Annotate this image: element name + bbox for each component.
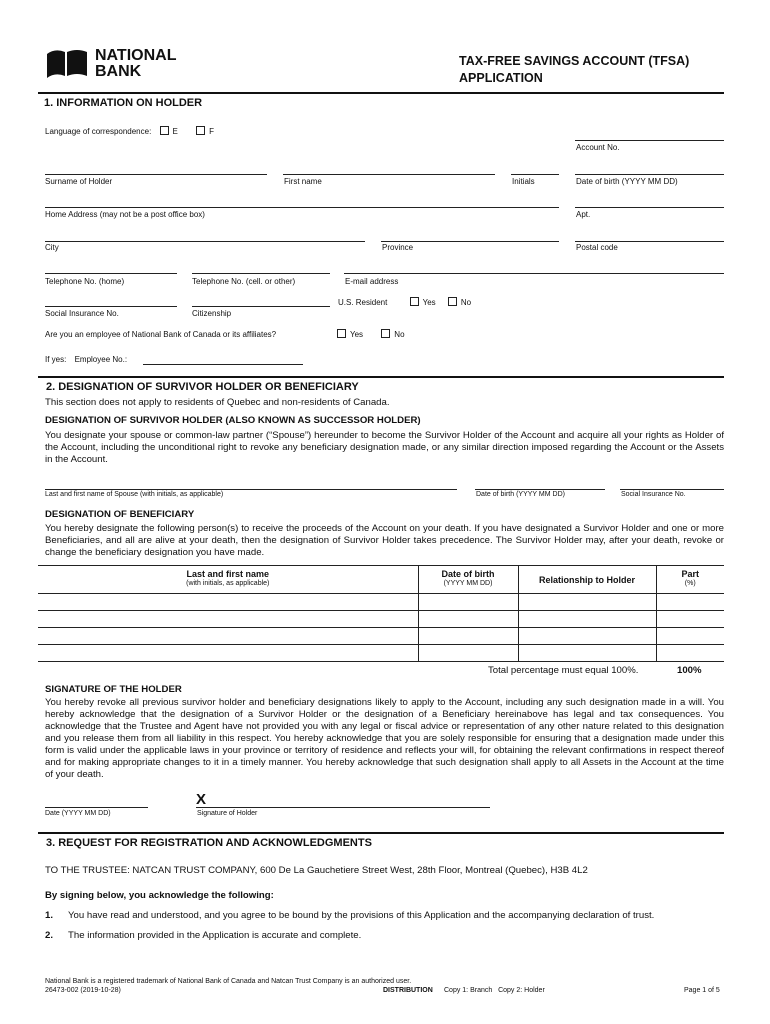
- ack-item-number: 2.: [45, 930, 54, 941]
- section-2-note: This section does not apply to residents of Quebec and non-residents of Canada.: [45, 397, 390, 408]
- employee-yes-checkbox[interactable]: [337, 329, 346, 338]
- employee-no-checkbox[interactable]: [381, 329, 390, 338]
- national-bank-logo-icon: [45, 46, 89, 82]
- spouse-sin-label: Social Insurance No.: [621, 491, 686, 498]
- beneficiary-table-header: [38, 566, 724, 594]
- beneficiary-dob-cell[interactable]: [418, 611, 518, 628]
- tel-home-field[interactable]: [45, 273, 177, 274]
- tel-cell-field[interactable]: [192, 273, 330, 274]
- col-name-title: Last and first name: [186, 569, 270, 579]
- sin-label: Social Insurance No.: [45, 309, 119, 318]
- us-resident-no-checkbox[interactable]: [448, 297, 457, 306]
- footer-page-number: Page 1 of 5: [684, 987, 720, 994]
- beneficiary-dob-cell[interactable]: [418, 594, 518, 611]
- col-dob-header: [418, 566, 518, 594]
- province-field[interactable]: [381, 241, 559, 242]
- beneficiary-part-cell[interactable]: [656, 594, 724, 611]
- footer-distribution-text: Copy 1: Branch Copy 2: Holder: [444, 987, 545, 994]
- email-label: E-mail address: [345, 277, 399, 286]
- us-resident-label: U.S. Resident: [338, 298, 388, 307]
- employee-no-field[interactable]: [143, 364, 303, 365]
- col-part-header: [656, 566, 724, 594]
- employee-answer-row: [337, 329, 405, 339]
- account-no-field[interactable]: [575, 140, 724, 141]
- citizenship-field[interactable]: [192, 306, 330, 307]
- beneficiary-dob-cell[interactable]: [418, 645, 518, 662]
- col-part-title: Part: [681, 569, 699, 579]
- beneficiary-heading: DESIGNATION OF BENEFICIARY: [45, 509, 195, 520]
- brand-line-2: BANK: [95, 63, 142, 80]
- beneficiary-name-cell[interactable]: [38, 628, 418, 645]
- tel-cell-label: Telephone No. (cell. or other): [192, 277, 296, 286]
- total-percentage-label: Total percentage must equal 100%.: [488, 665, 639, 676]
- survivor-text: You designate your spouse or common-law partner (“Spouse”) hereunder to become the Survivor Holder of the Account and acquire all your rights as Holder of the Account, including the unconditional right to revoke any beneficiary designation made, or any similar direction imposed regarding the Account or the Assets in the Account.: [45, 430, 724, 465]
- employee-no-label: Employee No.:: [74, 355, 128, 364]
- postal-code-label: Postal code: [576, 243, 618, 252]
- col-name-header: [38, 566, 418, 594]
- beneficiary-text: You hereby designate the following person(s) to receive the proceeds of the Account on your death. If you have designated a Survivor Holder and one or more Beneficiaries, and all are alive at your death, then the designation of Survivor Holder takes precedence. The Survivor Holder may, after your death, revoke or change the beneficiary designation you have made.: [45, 523, 724, 558]
- col-part-subtitle: (%): [684, 580, 696, 587]
- col-name-subtitle: (with initials, as applicable): [186, 580, 270, 587]
- spouse-name-field[interactable]: [45, 489, 457, 490]
- table-row: [38, 628, 724, 645]
- footer-form-code: 26473-002 (2019-10-28): [45, 987, 121, 994]
- brand-name: [95, 48, 176, 80]
- email-field[interactable]: [344, 273, 724, 274]
- spouse-sin-field[interactable]: [620, 489, 724, 490]
- initials-label: Initials: [512, 177, 535, 186]
- survivor-heading: DESIGNATION OF SURVIVOR HOLDER (ALSO KNOWN AS SUCCESSOR HOLDER): [45, 415, 421, 426]
- tel-home-label: Telephone No. (home): [45, 277, 125, 286]
- dob-label: Date of birth (YYYY MM DD): [576, 177, 678, 186]
- section-3-title: 3. REQUEST FOR REGISTRATION AND ACKNOWLEDGMENTS: [38, 832, 724, 849]
- apt-field[interactable]: [575, 207, 724, 208]
- footer-distribution-label: DISTRIBUTION: [383, 987, 433, 994]
- col-dob-subtitle: (YYYY MM DD): [443, 580, 493, 587]
- language-f-label: F: [209, 127, 215, 136]
- signature-date-label: Date (YYYY MM DD): [45, 810, 111, 817]
- footer-trademark: National Bank is a registered trademark of National Bank of Canada and Natcan Trust Company is an authorized user.: [45, 978, 412, 985]
- beneficiary-part-cell[interactable]: [656, 611, 724, 628]
- section-1-title: 1. INFORMATION ON HOLDER: [38, 92, 724, 109]
- if-yes-label: If yes:: [45, 355, 67, 364]
- language-e-checkbox[interactable]: [160, 126, 169, 135]
- col-rel-header: [518, 566, 656, 594]
- language-row: [45, 126, 214, 136]
- beneficiary-table: [38, 565, 724, 662]
- apt-label: Apt.: [576, 210, 591, 219]
- beneficiary-name-cell[interactable]: [38, 594, 418, 611]
- language-f-checkbox[interactable]: [196, 126, 205, 135]
- us-resident-row: [338, 297, 471, 307]
- spouse-name-label: Last and first name of Spouse (with initials, as applicable): [45, 491, 224, 498]
- beneficiary-rel-cell[interactable]: [518, 645, 656, 662]
- trustee-address: TO THE TRUSTEE: NATCAN TRUST COMPANY, 600 De La Gauchetiere Street West, 28th Floor, Montreal (Quebec), H3B 4L2: [45, 865, 588, 876]
- initials-field[interactable]: [511, 174, 559, 175]
- language-label: Language of correspondence:: [45, 127, 152, 136]
- account-no-label: Account No.: [576, 143, 620, 152]
- beneficiary-dob-cell[interactable]: [418, 628, 518, 645]
- first-name-field[interactable]: [283, 174, 495, 175]
- employee-yes-label: Yes: [350, 330, 364, 339]
- first-name-label: First name: [284, 177, 322, 186]
- surname-field[interactable]: [45, 174, 267, 175]
- home-address-field[interactable]: [45, 207, 559, 208]
- employee-no-row: [45, 355, 127, 364]
- signature-date-field[interactable]: [45, 807, 148, 808]
- signature-heading: SIGNATURE OF THE HOLDER: [45, 684, 182, 695]
- spouse-dob-field[interactable]: [475, 489, 605, 490]
- surname-label: Surname of Holder: [45, 177, 113, 186]
- postal-code-field[interactable]: [575, 241, 724, 242]
- form-title: [459, 53, 689, 87]
- table-row: [38, 645, 724, 662]
- city-label: City: [45, 243, 59, 252]
- table-row: [38, 611, 724, 628]
- beneficiary-name-cell[interactable]: [38, 611, 418, 628]
- signature-x-mark: X: [196, 791, 207, 808]
- dob-field[interactable]: [575, 174, 724, 175]
- signature-text: You hereby revoke all previous survivor holder and beneficiary designations likely to apply to the Account, including any such designation made in a will. You hereby acknowledge that the designation of a Survivor Holder or the designation of a Beneficiary hereinabove has legal and tax consequences. You acknowledge that the Trustee and Agent have not provided you with any legal or fiscal advice or representation of any other nature related to this designation and you release them from all liability in this respect. You hereby acknowledge that you are solely responsible for ensuring that a designation made under this form is valid under the applicable laws in your province or territory of residence and reflects your will, for obtaining the relevant confirmations in respect thereof and for making appropriate changes to it in a timely manner. You hereby acknowledge that such designation shall apply to all Assets in the Account at the time of your death.: [45, 697, 724, 780]
- col-rel-title: Relationship to Holder: [538, 574, 635, 585]
- spouse-dob-label: Date of birth (YYYY MM DD): [476, 491, 565, 498]
- ack-item-text: You have read and understood, and you agree to be bound by the provisions of this Application and the accompanying declaration of trust.: [68, 910, 655, 921]
- citizenship-label: Citizenship: [192, 309, 232, 318]
- home-address-label: Home Address (may not be a post office box): [45, 210, 205, 219]
- us-resident-yes-label: Yes: [422, 298, 436, 307]
- table-row: [38, 594, 724, 611]
- col-dob-title: Date of birth: [441, 569, 495, 579]
- city-field[interactable]: [45, 241, 365, 242]
- sin-field[interactable]: [45, 306, 177, 307]
- employee-no-label: No: [394, 330, 405, 339]
- province-label: Province: [382, 243, 414, 252]
- beneficiary-rel-cell[interactable]: [518, 594, 656, 611]
- holder-signature-field[interactable]: [196, 807, 490, 808]
- us-resident-yes-checkbox[interactable]: [410, 297, 419, 306]
- us-resident-no-label: No: [460, 298, 472, 307]
- beneficiary-rel-cell[interactable]: [518, 628, 656, 645]
- beneficiary-name-cell[interactable]: [38, 645, 418, 662]
- employee-question: Are you an employee of National Bank of Canada or its affiliates?: [45, 330, 277, 339]
- beneficiary-part-cell[interactable]: [656, 628, 724, 645]
- holder-signature-label: Signature of Holder: [197, 810, 258, 817]
- ack-item-text: The information provided in the Application is accurate and complete.: [68, 930, 362, 941]
- ack-item-number: 1.: [45, 910, 54, 921]
- form-title-line-1: TAX-FREE SAVINGS ACCOUNT (TFSA): [459, 54, 690, 68]
- total-percentage-value: 100%: [677, 665, 702, 676]
- brand-line-1: NATIONAL: [95, 47, 177, 64]
- form-title-line-2: APPLICATION: [459, 71, 543, 85]
- beneficiary-part-cell[interactable]: [656, 645, 724, 662]
- language-e-label: E: [172, 127, 178, 136]
- by-signing-heading: By signing below, you acknowledge the following:: [45, 890, 274, 901]
- section-2-title: 2. DESIGNATION OF SURVIVOR HOLDER OR BENEFICIARY: [38, 376, 724, 393]
- beneficiary-rel-cell[interactable]: [518, 611, 656, 628]
